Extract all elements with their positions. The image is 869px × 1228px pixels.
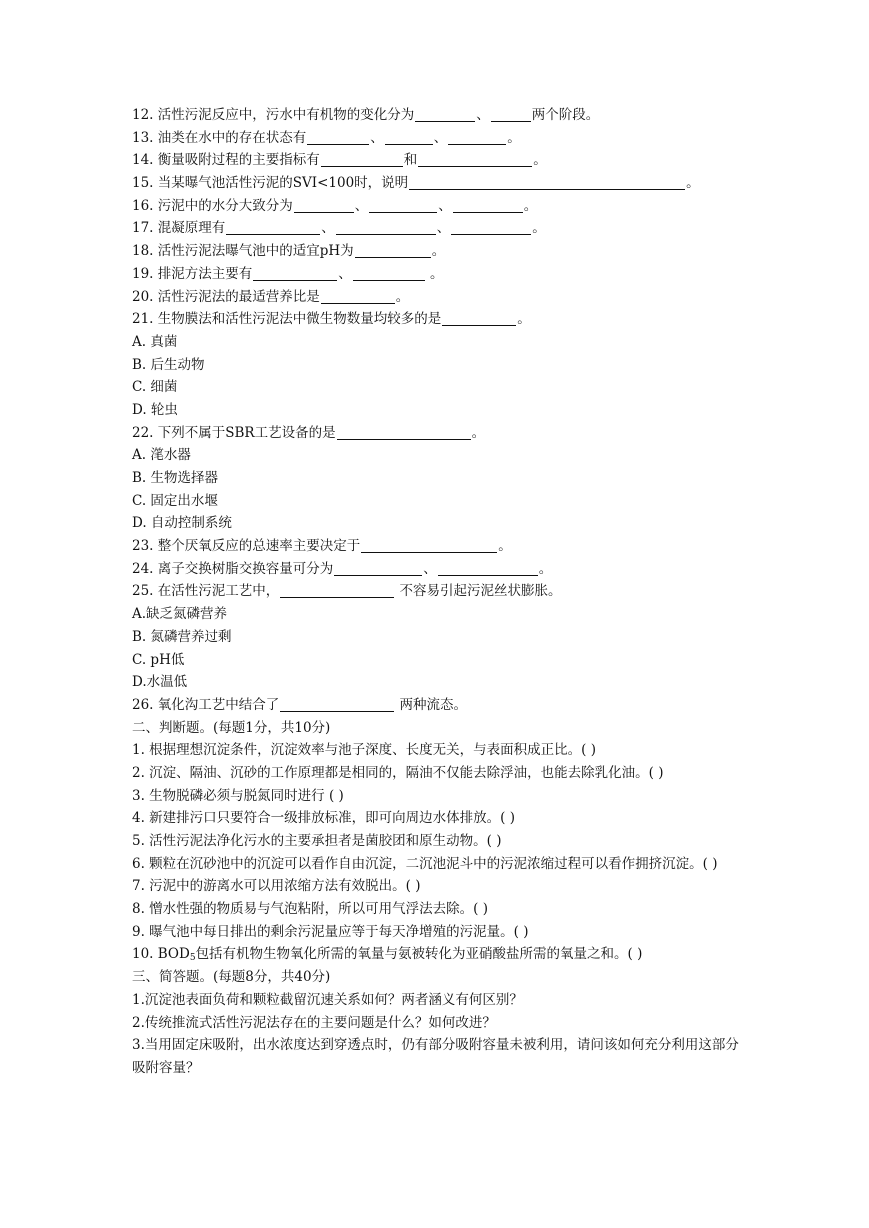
question-text: 19. 排泥方法主要有 bbox=[132, 265, 253, 282]
judge-question bbox=[132, 921, 742, 944]
question-text: 18. 活性污泥法曝气池中的适宜pH为 bbox=[132, 243, 354, 260]
answer-blank[interactable] bbox=[448, 129, 506, 145]
choice-option bbox=[132, 376, 742, 399]
fill-question bbox=[132, 149, 742, 172]
answer-blank[interactable] bbox=[294, 197, 354, 213]
separator: 、 bbox=[370, 129, 384, 146]
question-text: 3. 生物脱磷必须与脱氮同时进行 ( ) bbox=[132, 787, 344, 804]
choice-option bbox=[132, 444, 742, 467]
choice-option bbox=[132, 490, 742, 513]
question-text: 26. 氧化沟工艺中结合了 bbox=[132, 696, 280, 713]
section-title bbox=[132, 717, 742, 740]
fill-question bbox=[132, 558, 742, 581]
judge-question bbox=[132, 762, 742, 785]
answer-blank[interactable] bbox=[451, 219, 531, 235]
answer-blank[interactable] bbox=[361, 537, 497, 553]
section-heading: 二、判断题。(每题1分，共10分) bbox=[132, 719, 331, 736]
fill-question bbox=[132, 127, 742, 150]
choice-option bbox=[132, 512, 742, 535]
question-text: 3.当用固定床吸附，出水浓度达到穿透点时，仍有部分吸附容量未被利用，请问该如何充分利用这部分吸附容量？ bbox=[132, 1037, 739, 1076]
fill-question bbox=[132, 104, 742, 127]
question-text: 1. 根据理想沉淀条件，沉淀效率与池子深度、长度无关，与表面积成正比。( ) bbox=[132, 742, 596, 759]
choice-option bbox=[132, 331, 742, 354]
question-text: 23. 整个厌氧反应的总速率主要决定于 bbox=[132, 538, 361, 555]
option-text: A.缺乏氮磷营养 bbox=[132, 606, 228, 623]
option-text: C. 固定出水堰 bbox=[132, 492, 218, 509]
option-text: B. 生物选择器 bbox=[132, 470, 219, 486]
choice-option bbox=[132, 603, 742, 626]
separator: 和 bbox=[403, 152, 418, 169]
separator: 、 bbox=[354, 197, 369, 214]
question-text: 16. 污泥中的水分大致分为 bbox=[132, 197, 293, 214]
short-question bbox=[132, 989, 742, 1012]
question-suffix: 。 bbox=[523, 197, 538, 214]
option-text: B. 后生动物 bbox=[132, 356, 205, 373]
question-text: 24. 离子交换树脂交换容量可分为 bbox=[132, 560, 334, 577]
judge-question bbox=[132, 853, 742, 876]
fill-question bbox=[132, 694, 742, 717]
separator: 、 bbox=[436, 220, 451, 237]
answer-blank[interactable] bbox=[442, 310, 516, 326]
judge-question bbox=[132, 739, 742, 762]
answer-blank[interactable] bbox=[491, 106, 531, 122]
separator: 、 bbox=[476, 107, 490, 123]
question-text: 21. 生物膜法和活性污泥法中微生物数量均较多的是 bbox=[132, 311, 442, 328]
answer-blank[interactable] bbox=[415, 106, 475, 122]
judge-question bbox=[132, 830, 742, 853]
question-text: 5. 活性污泥法净化污水的主要承担者是菌胶团和原生动物。( ) bbox=[132, 833, 502, 849]
answer-blank[interactable] bbox=[336, 219, 436, 235]
question-suffix: 。 bbox=[425, 265, 444, 282]
choice-option bbox=[132, 649, 742, 672]
question-suffix: 。 bbox=[395, 288, 410, 305]
question-text: 20. 活性污泥法的最适营养比是 bbox=[132, 288, 320, 305]
fill-question bbox=[132, 217, 742, 240]
separator: 、 bbox=[321, 220, 335, 237]
choice-question bbox=[132, 580, 742, 603]
answer-blank[interactable] bbox=[307, 129, 369, 145]
option-text: D. 轮虫 bbox=[132, 401, 178, 418]
separator: 、 bbox=[433, 129, 448, 146]
question-text: 2.传统推流式活性污泥法存在的主要问题是什么？如何改进？ bbox=[132, 1014, 496, 1031]
answer-blank[interactable] bbox=[355, 242, 431, 258]
subscript: 5 bbox=[189, 953, 196, 964]
answer-blank[interactable] bbox=[280, 696, 394, 712]
exam-content bbox=[132, 104, 742, 1080]
question-text: 4. 新建排污口只要符合一级排放标准，即可向周边水体排放。( ) bbox=[132, 810, 515, 827]
option-text: A. 滗水器 bbox=[132, 447, 191, 464]
question-suffix: 。 bbox=[507, 129, 521, 146]
answer-blank[interactable] bbox=[226, 219, 320, 235]
question-suffix: 。 bbox=[498, 538, 512, 555]
question-suffix: 。 bbox=[431, 243, 446, 260]
judge-question bbox=[132, 785, 742, 808]
question-suffix: 不容易引起污泥丝状膨胀。 bbox=[395, 583, 562, 600]
question-text: 22. 下列不属于SBR工艺设备的是 bbox=[132, 424, 336, 441]
fill-question bbox=[132, 263, 742, 286]
choice-option bbox=[132, 354, 742, 377]
option-text: D.水温低 bbox=[132, 674, 188, 691]
separator: 、 bbox=[423, 560, 437, 577]
separator: 、 bbox=[438, 197, 452, 214]
answer-blank[interactable] bbox=[321, 288, 395, 304]
question-text: 12. 活性污泥反应中，污水中有机物的变化分为 bbox=[132, 107, 415, 123]
question-text: 10. BOD bbox=[132, 946, 190, 963]
fill-question bbox=[132, 240, 742, 263]
fill-question bbox=[132, 535, 742, 558]
answer-blank[interactable] bbox=[418, 151, 532, 167]
choice-option bbox=[132, 671, 742, 694]
question-text: 7. 污泥中的游离水可以用浓缩方法有效脱出。( ) bbox=[132, 878, 421, 895]
question-text: 14. 衡量吸附过程的主要指标有 bbox=[132, 152, 320, 169]
question-suffix: 。 bbox=[471, 424, 486, 441]
question-suffix: 。 bbox=[533, 152, 547, 169]
question-text: 25. 在活性污泥工艺中， bbox=[132, 583, 280, 600]
option-text: A. 真菌 bbox=[132, 333, 178, 350]
question-text: 2. 沉淀、隔油、沉砂的工作原理都是相同的，隔油不仅能去除浮油，也能去除乳化油。( ) bbox=[132, 764, 664, 781]
judge-question bbox=[132, 898, 742, 921]
question-text: 9. 曝气池中每日排出的剩余污泥量应等于每天净增殖的污泥量。( ) bbox=[132, 923, 529, 940]
section-title bbox=[132, 966, 742, 989]
separator: 、 bbox=[338, 265, 352, 282]
fill-question bbox=[132, 172, 742, 195]
answer-blank[interactable] bbox=[253, 265, 337, 281]
answer-blank[interactable] bbox=[321, 151, 403, 167]
choice-option bbox=[132, 399, 742, 422]
judge-question bbox=[132, 943, 742, 966]
option-text: C. 细菌 bbox=[132, 379, 178, 396]
question-text: 6. 颗粒在沉砂池中的沉淀可以看作自由沉淀，二沉池泥斗中的污泥浓缩过程可以看作拥挤沉淀。( ) bbox=[132, 855, 718, 872]
answer-blank[interactable] bbox=[280, 582, 394, 598]
fill-question bbox=[132, 195, 742, 218]
option-text: C. pH低 bbox=[132, 651, 185, 668]
option-text: D. 自动控制系统 bbox=[132, 515, 232, 532]
judge-question bbox=[132, 875, 742, 898]
answer-blank[interactable] bbox=[453, 197, 523, 213]
short-question bbox=[132, 1034, 742, 1079]
question-suffix: 。 bbox=[517, 311, 531, 328]
answer-blank[interactable] bbox=[369, 197, 437, 213]
section-heading: 三、简答题。(每题8分，共40分) bbox=[132, 969, 331, 986]
answer-blank[interactable] bbox=[409, 174, 685, 190]
question-text: 17. 混凝原理有 bbox=[132, 220, 226, 237]
answer-blank[interactable] bbox=[353, 265, 425, 281]
question-text: 8. 憎水性强的物质易与气泡粘附，所以可用气浮法去除。( ) bbox=[132, 901, 488, 918]
question-text: 1.沉淀池表面负荷和颗粒截留沉速关系如何？两者涵义有何区别？ bbox=[132, 991, 523, 1008]
question-suffix: 。 bbox=[532, 220, 546, 237]
choice-option bbox=[132, 467, 742, 490]
question-text: 13. 油类在水中的存在状态有 bbox=[132, 129, 307, 146]
question-text: 包括有机物生物氧化所需的氧量与氨被转化为亚硝酸盐所需的氧量之和。( ) bbox=[195, 946, 643, 963]
answer-blank[interactable] bbox=[337, 424, 471, 440]
question-suffix: 。 bbox=[686, 175, 700, 192]
judge-question bbox=[132, 807, 742, 830]
option-text: B. 氮磷营养过剩 bbox=[132, 628, 232, 645]
choice-question bbox=[132, 422, 742, 445]
choice-option bbox=[132, 626, 742, 649]
answer-blank[interactable] bbox=[385, 129, 433, 145]
fill-question bbox=[132, 286, 742, 309]
question-suffix: 两个阶段。 bbox=[531, 107, 600, 123]
answer-blank[interactable] bbox=[438, 560, 538, 576]
short-question bbox=[132, 1012, 742, 1035]
answer-blank[interactable] bbox=[334, 560, 422, 576]
question-text: 15. 当某曝气池活性污泥的SVI<100时，说明 bbox=[132, 175, 409, 192]
question-suffix: 。 bbox=[538, 560, 553, 577]
question-suffix: 两种流态。 bbox=[395, 696, 468, 713]
choice-question bbox=[132, 308, 742, 331]
